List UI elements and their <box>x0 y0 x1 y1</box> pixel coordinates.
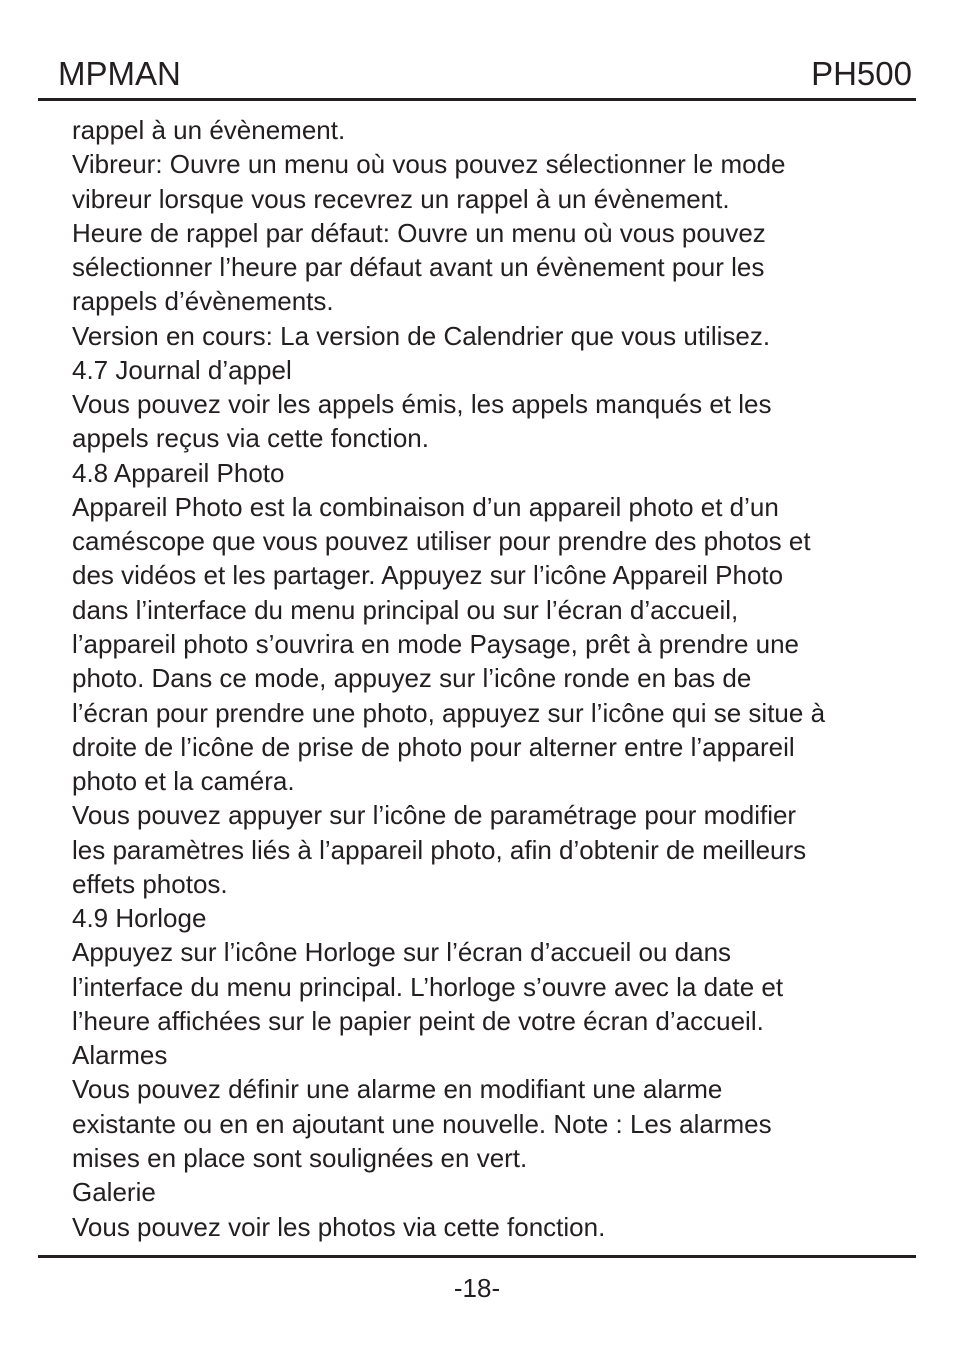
text-line: Vous pouvez voir les photos via cette fonction. <box>72 1211 606 1242</box>
text-line: Vous pouvez voir les appels émis, les appels manqués et les <box>72 389 772 420</box>
text-line: existante ou en en ajoutant une nouvelle. Note : Les alarmes <box>72 1108 772 1139</box>
text-line: l’heure affichées sur le papier peint de votre écran d’accueil. <box>72 1005 764 1036</box>
text-line: les paramètres liés à l’appareil photo, afin d’obtenir de meilleurs <box>72 834 807 865</box>
section-heading: 4.7 Journal d’appel <box>72 354 292 385</box>
header-divider <box>38 98 916 101</box>
text-line: Heure de rappel par défaut: Ouvre un menu où vous pouvez <box>72 217 766 248</box>
text-line: Version en cours: La version de Calendrier que vous utilisez. <box>72 320 771 351</box>
text-line: mises en place sont soulignées en vert. <box>72 1142 528 1173</box>
text-line: dans l’interface du menu principal ou sur l’écran d’accueil, <box>72 594 739 625</box>
text-line: Appuyez sur l’icône Horloge sur l’écran d’accueil ou dans <box>72 937 732 968</box>
page-number: -18- <box>453 1273 501 1303</box>
text-line: rappels d’évènements. <box>72 286 334 317</box>
text-line: appels reçus via cette fonction. <box>72 423 429 454</box>
section-heading: 4.9 Horloge <box>72 903 207 934</box>
text-line: l’interface du menu principal. L’horloge s’ouvre avec la date et <box>72 971 784 1002</box>
text-line: sélectionner l’heure par défaut avant un évènement pour les <box>72 252 765 283</box>
text-line: caméscope que vous pouvez utiliser pour prendre des photos et <box>72 526 811 557</box>
text-line: photo. Dans ce mode, appuyez sur l’icône ronde en bas de <box>72 663 752 694</box>
text-line: l’écran pour prendre une photo, appuyez sur l’icône qui se situe à <box>72 697 826 728</box>
page-header <box>38 50 916 98</box>
section-heading: Galerie <box>72 1177 156 1208</box>
text-line: effets photos. <box>72 868 228 899</box>
text-line: Vibreur: Ouvre un menu où vous pouvez sélectionner le mode <box>72 149 786 180</box>
section-heading: Alarmes <box>72 1040 168 1071</box>
model-name: PH500 <box>811 55 912 92</box>
text-line: photo et la caméra. <box>72 766 295 797</box>
text-line: droite de l’icône de prise de photo pour alterner entre l’appareil <box>72 731 795 762</box>
text-line: Vous pouvez définir une alarme en modifiant une alarme <box>72 1074 723 1105</box>
text-line: Appareil Photo est la combinaison d’un appareil photo et d’un <box>72 491 779 522</box>
text-line: rappel à un évènement. <box>72 115 346 145</box>
brand-name: MPMAN <box>58 55 181 92</box>
text-line: Vous pouvez appuyer sur l’icône de paramétrage pour modifier <box>72 800 797 831</box>
text-line: des vidéos et les partager. Appuyez sur l’icône Appareil Photo <box>72 560 784 591</box>
body-text <box>72 113 902 1244</box>
section-heading: 4.8 Appareil Photo <box>72 457 285 488</box>
text-line: vibreur lorsque vous recevrez un rappel à un évènement. <box>72 183 730 214</box>
footer-divider <box>38 1255 916 1258</box>
text-line: l’appareil photo s’ouvrira en mode Paysage, prêt à prendre une <box>72 628 800 659</box>
